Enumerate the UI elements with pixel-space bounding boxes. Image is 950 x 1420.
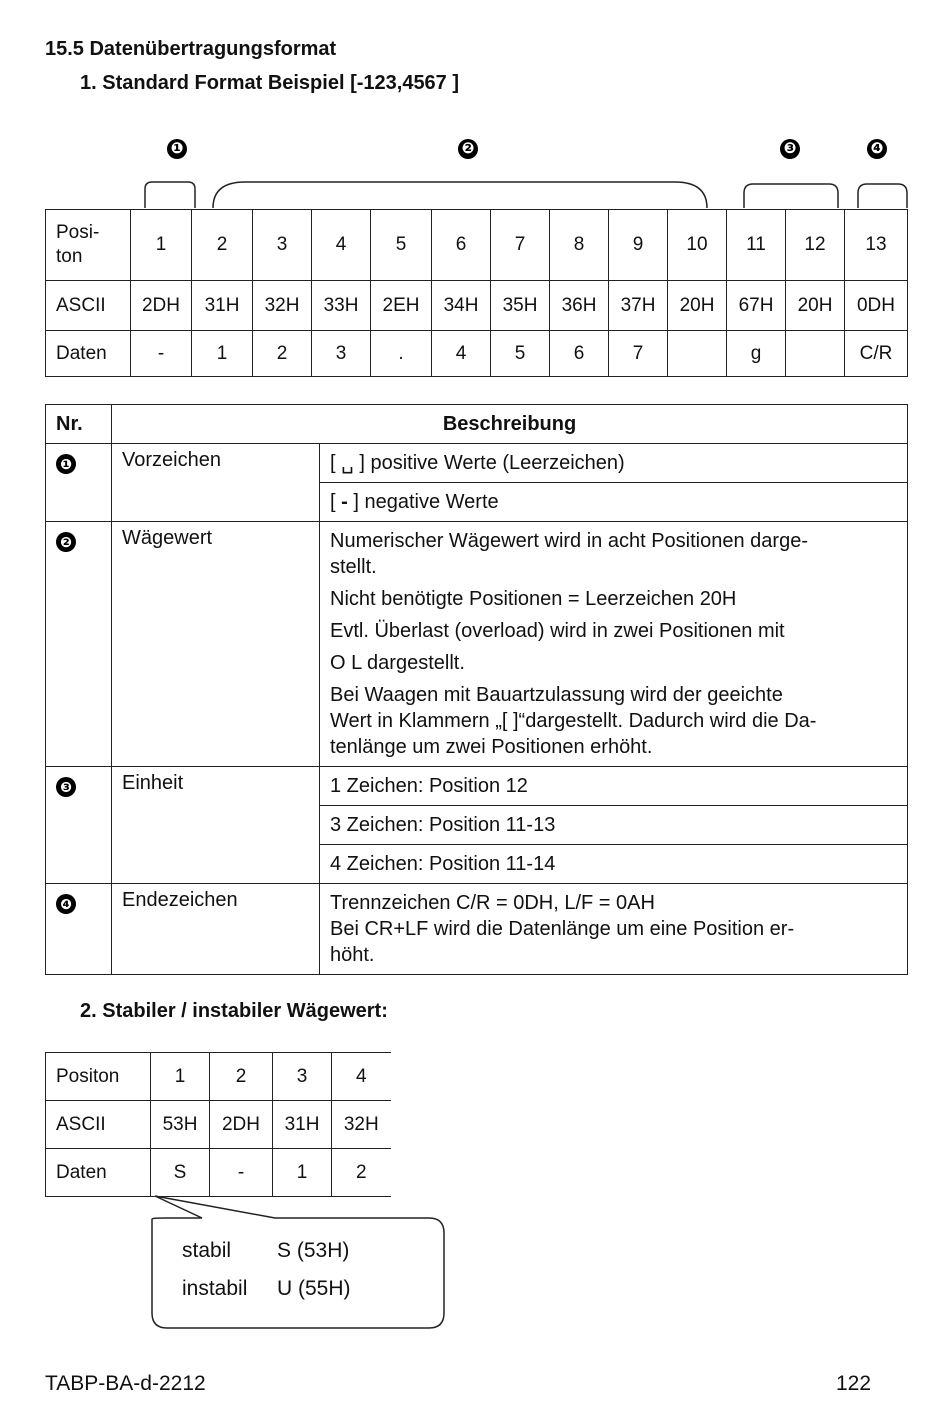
format-cell: 5 — [371, 210, 432, 281]
row-label-ascii: ASCII — [46, 1101, 151, 1149]
marker-2: ❷ — [458, 139, 478, 159]
marker-1: ❶ — [167, 139, 187, 159]
entry-marker-4: ❹ — [56, 894, 76, 914]
stability-cell: S — [151, 1149, 210, 1197]
entry-name: Wägewert — [112, 522, 320, 767]
text-line: Bei CR+LF wird die Datenlänge um eine Position er- — [330, 918, 795, 940]
format-cell: 9 — [609, 210, 668, 281]
stability-row-ascii — [46, 1101, 391, 1149]
row-label-ascii: ASCII — [46, 281, 131, 331]
bracket-open: [ — [330, 491, 342, 513]
format-cell: 6 — [550, 331, 609, 377]
format-table — [45, 209, 908, 377]
marker-4: ❹ — [867, 139, 887, 159]
text-line: O L dargestellt. — [330, 652, 465, 674]
format-cell: 37H — [609, 281, 668, 331]
entry-marker-2: ❷ — [56, 532, 76, 552]
format-cell: . — [371, 331, 432, 377]
entry-marker-1: ❶ — [56, 454, 76, 474]
footer-doc-id: TABP-BA-d-2212 — [45, 1372, 206, 1395]
format-cell: 4 — [312, 210, 371, 281]
entry-text-block — [320, 522, 908, 767]
stability-cell: 2DH — [210, 1101, 273, 1149]
format-cell: 20H — [786, 281, 845, 331]
minus-sign: - — [341, 491, 348, 513]
format-cell: 31H — [192, 281, 253, 331]
format-cell: 4 — [432, 331, 491, 377]
section-heading: 15.5 Datenübertragungsformat — [45, 38, 337, 60]
format-cell: 20H — [668, 281, 727, 331]
subheading-stability: 2. Stabiler / instabiler Wägewert: — [80, 1000, 388, 1022]
format-cell: 34H — [432, 281, 491, 331]
stability-cell: 53H — [151, 1101, 210, 1149]
text-line: Bei Waagen mit Bauartzulassung wird der geeichte — [330, 684, 783, 706]
entry-text: 1 Zeichen: Position 12 — [320, 767, 908, 806]
format-cell: 1 — [192, 331, 253, 377]
format-cell: 3 — [253, 210, 312, 281]
text-line: stellt. — [330, 556, 377, 578]
format-cell: g — [727, 331, 786, 377]
format-cell: 10 — [668, 210, 727, 281]
text-line: tenlänge um zwei Positionen erhöht. — [330, 736, 653, 758]
text-line: Nicht benötigte Positionen = Leerzeichen 20H — [330, 588, 737, 610]
subheading-standard-format: 1. Standard Format Beispiel [-123,4567 ] — [80, 72, 460, 94]
format-cell: 0DH — [845, 281, 908, 331]
stability-cell: 2 — [210, 1053, 273, 1101]
callout-stable-value: S (53H) — [277, 1239, 350, 1262]
entry-text: [ ␣ ] positive Werte (Leerzeichen) — [320, 444, 908, 483]
text-line: Wert in Klammern „[ ]“dargestellt. Dadurch wird die Da- — [330, 710, 817, 732]
callout-unstable-label: instabil — [182, 1277, 248, 1300]
entry-text — [320, 483, 908, 522]
entry-name: Vorzeichen — [112, 444, 320, 522]
format-cell: 12 — [786, 210, 845, 281]
format-cell: C/R — [845, 331, 908, 377]
text-line: Evtl. Überlast (overload) wird in zwei Positionen mit — [330, 620, 785, 642]
row-label-position: Positon — [46, 1053, 151, 1101]
stability-cell: 1 — [273, 1149, 332, 1197]
row-label-data: Daten — [46, 331, 131, 377]
format-cell: 5 — [491, 331, 550, 377]
format-cell — [786, 331, 845, 377]
row-label-position: Posi- ton — [46, 210, 131, 281]
callout-unstable-value: U (55H) — [277, 1277, 351, 1300]
format-cell: 2 — [192, 210, 253, 281]
stability-cell: 1 — [151, 1053, 210, 1101]
text-line: Trennzeichen C/R = 0DH, L/F = 0AH — [330, 892, 655, 914]
format-cell: 7 — [609, 331, 668, 377]
entry-name: Einheit — [112, 767, 320, 884]
text-line: höht. — [330, 944, 375, 966]
format-cell: 35H — [491, 281, 550, 331]
format-cell — [668, 331, 727, 377]
stability-cell: 32H — [332, 1101, 391, 1149]
row-label-data: Daten — [46, 1149, 151, 1197]
entry-endezeichen — [46, 884, 908, 975]
format-cell: 2DH — [131, 281, 192, 331]
entry-marker-3: ❸ — [56, 777, 76, 797]
format-row-position — [46, 210, 908, 281]
description-header-row — [46, 405, 908, 444]
header-beschreibung: Beschreibung — [112, 405, 908, 444]
format-cell: 2 — [253, 331, 312, 377]
stability-cell: - — [210, 1149, 273, 1197]
entry-vorzeichen — [46, 444, 908, 483]
description-table — [45, 404, 908, 975]
stability-cell: 3 — [273, 1053, 332, 1101]
format-row-data — [46, 331, 908, 377]
format-cell: 36H — [550, 281, 609, 331]
group-brackets — [0, 0, 950, 215]
stability-table — [45, 1052, 391, 1197]
entry-text-block — [320, 884, 908, 975]
format-cell: 32H — [253, 281, 312, 331]
entry-text: 4 Zeichen: Position 11-14 — [320, 845, 908, 884]
format-cell: - — [131, 331, 192, 377]
format-cell: 3 — [312, 331, 371, 377]
format-cell: 13 — [845, 210, 908, 281]
header-nr: Nr. — [46, 405, 112, 444]
callout-stable-label: stabil — [182, 1239, 232, 1262]
entry-einheit — [46, 767, 908, 806]
format-row-ascii — [46, 281, 908, 331]
format-cell: 1 — [131, 210, 192, 281]
callout-bubble — [0, 1185, 950, 1335]
entry-name: Endezeichen — [112, 884, 320, 975]
stability-cell: 2 — [332, 1149, 391, 1197]
format-cell: 2EH — [371, 281, 432, 331]
format-cell: 67H — [727, 281, 786, 331]
marker-3: ❸ — [780, 139, 800, 159]
format-cell: 8 — [550, 210, 609, 281]
stability-row-position — [46, 1053, 391, 1101]
format-cell: 33H — [312, 281, 371, 331]
text-line: Numerischer Wägewert wird in acht Positionen darge- — [330, 530, 808, 552]
format-cell: 6 — [432, 210, 491, 281]
stability-cell: 4 — [332, 1053, 391, 1101]
negative-text: ] negative Werte — [347, 491, 499, 513]
entry-text: 3 Zeichen: Position 11-13 — [320, 806, 908, 845]
format-cell: 7 — [491, 210, 550, 281]
stability-cell: 31H — [273, 1101, 332, 1149]
format-cell: 11 — [727, 210, 786, 281]
footer-page-number: 122 — [836, 1372, 872, 1395]
entry-waegewert — [46, 522, 908, 767]
